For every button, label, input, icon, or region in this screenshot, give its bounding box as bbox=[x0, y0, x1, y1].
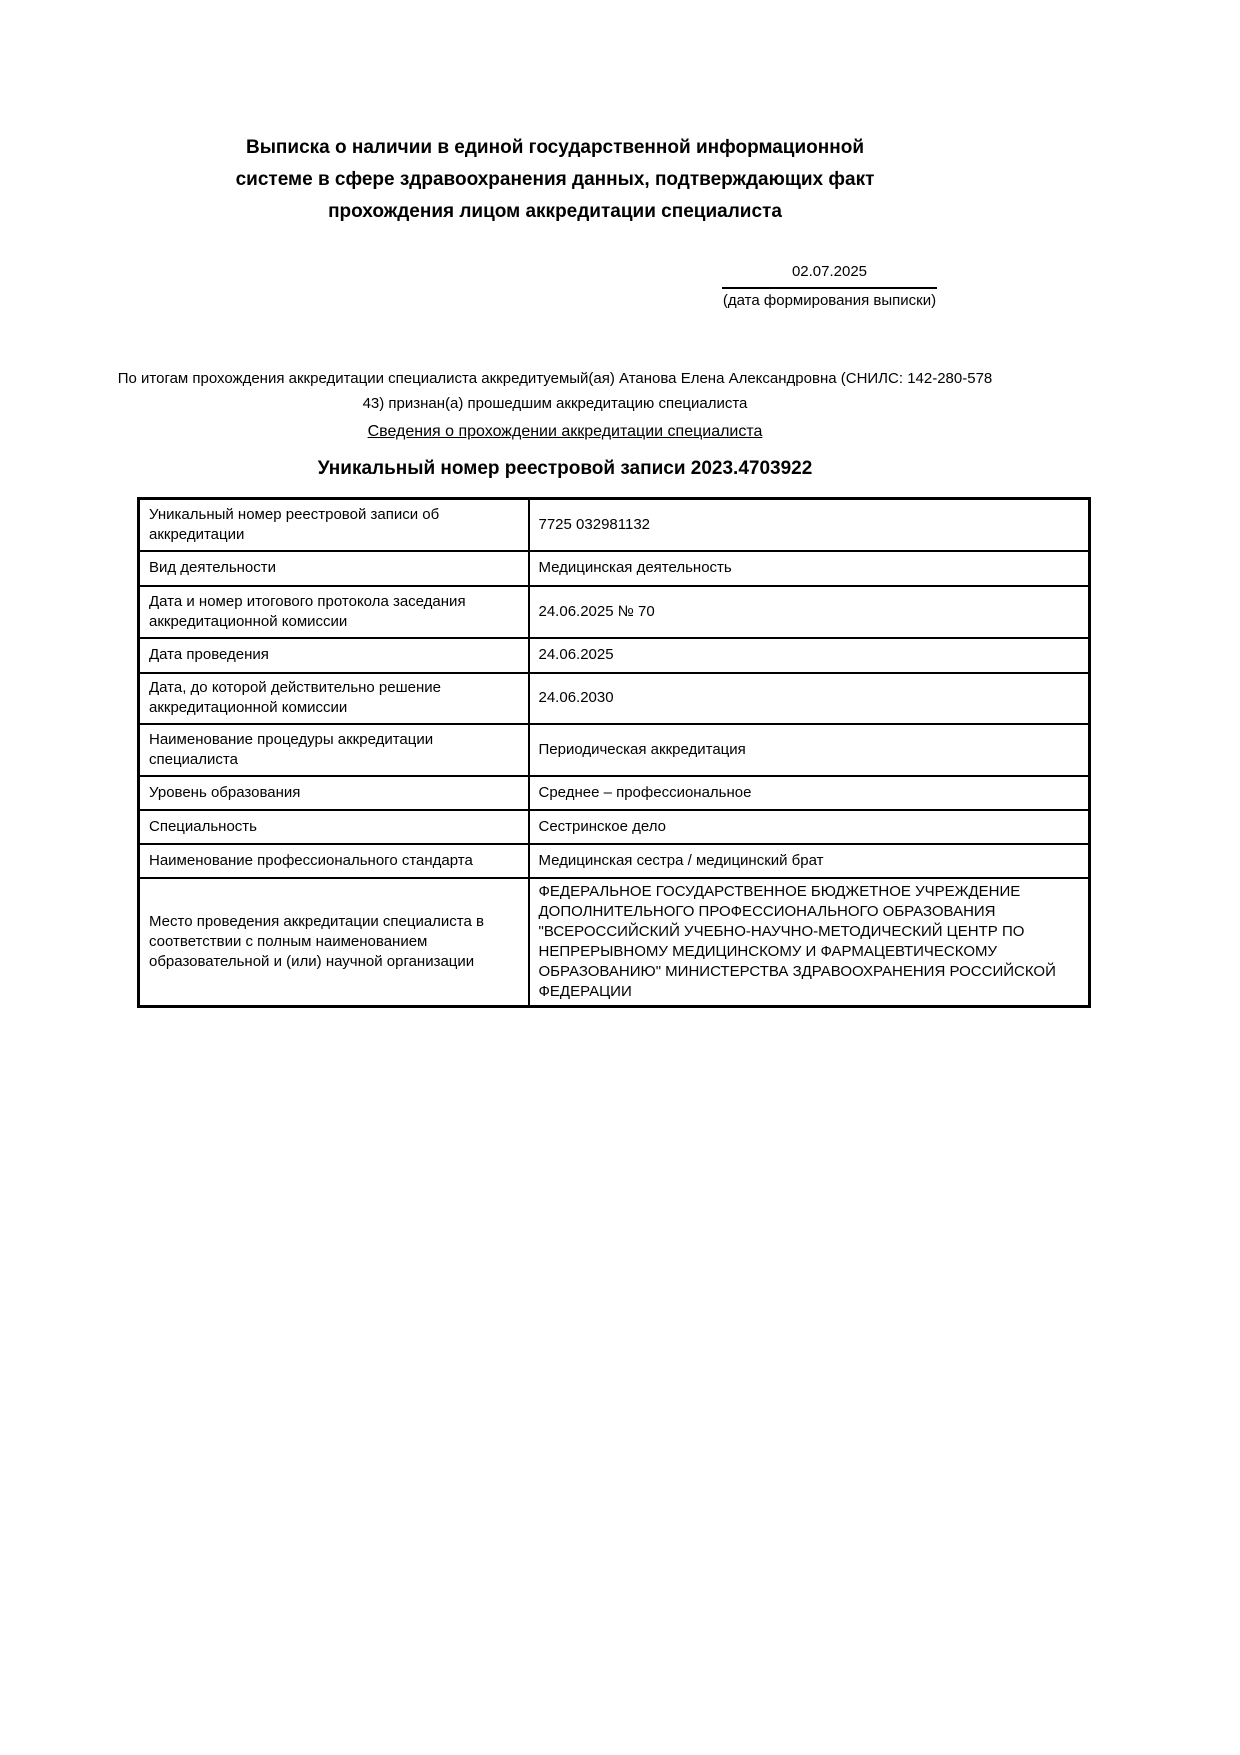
intro-line-1: По итогам прохождения аккредитации специалиста аккредитуемый(ая) Атанова Елена Александровна (СНИЛС: 142-280-578 bbox=[117, 370, 993, 387]
table-row-protocol bbox=[139, 586, 1090, 638]
row-value: 24.06.2030 bbox=[529, 673, 1090, 724]
intro-paragraph bbox=[0, 366, 1110, 416]
row-label: Дата, до которой действительно решение аккредитационной комиссии bbox=[139, 673, 529, 724]
row-label: Уровень образования bbox=[139, 776, 529, 810]
section-heading: Сведения о прохождении аккредитации специалиста bbox=[367, 423, 763, 440]
table-row-education-level bbox=[139, 776, 1090, 810]
row-label: Дата и номер итогового протокола заседания аккредитационной комиссии bbox=[139, 586, 529, 638]
record-number-heading: Уникальный номер реестровой записи 2023.4703922 bbox=[317, 458, 813, 479]
row-label: Вид деятельности bbox=[139, 551, 529, 586]
table-row-specialty bbox=[139, 810, 1090, 844]
table-row-accreditation-place bbox=[139, 878, 1090, 1007]
table-row-valid-until bbox=[139, 673, 1090, 724]
title-line-3: прохождения лицом аккредитации специалиста bbox=[328, 201, 782, 222]
row-label: Наименование профессионального стандарта bbox=[139, 844, 529, 878]
table-row-registry-number bbox=[139, 499, 1090, 551]
generation-date-block bbox=[722, 263, 937, 309]
row-value: Медицинская деятельность bbox=[529, 551, 1090, 586]
document-title bbox=[0, 132, 1110, 228]
generation-date-caption: (дата формирования выписки) bbox=[722, 292, 937, 309]
row-value: Сестринское дело bbox=[529, 810, 1090, 844]
title-line-1: Выписка о наличии в единой государственной информационной bbox=[245, 137, 865, 158]
row-value: Периодическая аккредитация bbox=[529, 724, 1090, 776]
row-label: Дата проведения bbox=[139, 638, 529, 673]
row-value: 24.06.2025 bbox=[529, 638, 1090, 673]
table-row-procedure-name bbox=[139, 724, 1090, 776]
row-label: Специальность bbox=[139, 810, 529, 844]
row-label: Наименование процедуры аккредитации специалиста bbox=[139, 724, 529, 776]
row-value: Медицинская сестра / медицинский брат bbox=[529, 844, 1090, 878]
row-value: 24.06.2025 № 70 bbox=[529, 586, 1090, 638]
table-row-date-held bbox=[139, 638, 1090, 673]
title-line-2: системе в сфере здравоохранения данных, подтверждающих факт bbox=[235, 169, 875, 190]
row-value: ФЕДЕРАЛЬНОЕ ГОСУДАРСТВЕННОЕ БЮДЖЕТНОЕ УЧРЕЖДЕНИЕ ДОПОЛНИТЕЛЬНОГО ПРОФЕССИОНАЛЬНОГО ОБРАЗОВАНИЯ "ВСЕРОССИЙСКИЙ УЧЕБНО-НАУЧНО-МЕТОДИЧЕСКИЙ ЦЕНТР ПО НЕПРЕРЫВНОМУ МЕДИЦИНСКОМУ И ФАРМАЦЕВТИЧЕСКОМУ ОБРАЗОВАНИЮ" МИНИСТЕРСТВА ЗДРАВООХРАНЕНИЯ РОССИЙСКОЙ ФЕДЕРАЦИИ bbox=[529, 878, 1090, 1007]
row-value: Среднее – профессиональное bbox=[529, 776, 1090, 810]
accreditation-table bbox=[137, 497, 1091, 1008]
row-value: 7725 032981132 bbox=[529, 499, 1090, 551]
row-label: Место проведения аккредитации специалиста в соответствии с полным наименованием образовательной и (или) научной организации bbox=[139, 878, 529, 1007]
row-label: Уникальный номер реестровой записи об аккредитации bbox=[139, 499, 529, 551]
intro-line-2: 43) признан(а) прошедшим аккредитацию специалиста bbox=[362, 395, 748, 412]
table-row-activity-type bbox=[139, 551, 1090, 586]
table-row-professional-standard bbox=[139, 844, 1090, 878]
generation-date: 02.07.2025 bbox=[722, 263, 937, 289]
